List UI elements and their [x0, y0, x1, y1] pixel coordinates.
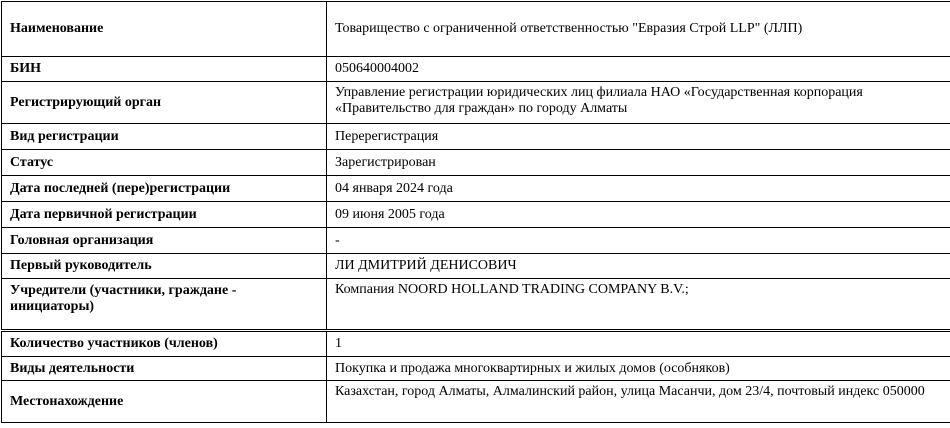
- row-label-first-head: Первый руководитель: [2, 254, 327, 279]
- registration-info-table: [1, 1, 950, 423]
- row-label-member-count: Количество участников (членов): [2, 331, 327, 357]
- row-label-last-registration-date: Дата последней (пере)регистрации: [2, 176, 327, 202]
- row-value-registering-body: Управление регистрации юридических лиц филиала НАО «Государственная корпорация «Правительство для граждан» по городу Алматы: [327, 82, 950, 124]
- table-row: [2, 176, 950, 202]
- table-row: [2, 357, 950, 381]
- table-row: [2, 124, 950, 150]
- table-row: [2, 381, 950, 423]
- row-value-first-registration-date: 09 июня 2005 года: [327, 202, 950, 228]
- table-row: [2, 279, 950, 331]
- row-label-founders: Учредители (участники, граждане - инициаторы): [2, 279, 327, 331]
- row-value-name: Товарищество с ограниченной ответственностью "Евразия Строй LLP" (ЛЛП): [327, 2, 950, 57]
- row-value-member-count: 1: [327, 331, 950, 357]
- row-label-registering-body: Регистрирующий орган: [2, 82, 327, 124]
- row-value-status: Зарегистрирован: [327, 150, 950, 176]
- row-value-founders: Компания NOORD HOLLAND TRADING COMPANY B.V.;: [327, 279, 950, 331]
- row-label-registration-type: Вид регистрации: [2, 124, 327, 150]
- row-value-first-head: ЛИ ДМИТРИЙ ДЕНИСОВИЧ: [327, 254, 950, 279]
- table-row: [2, 202, 950, 228]
- row-value-head-organization: -: [327, 228, 950, 254]
- row-label-location: Местонахождение: [2, 381, 327, 423]
- row-value-bin: 050640004002: [327, 57, 950, 82]
- table-row: [2, 228, 950, 254]
- table-row: [2, 331, 950, 357]
- row-value-location: Казахстан, город Алматы, Алмалинский район, улица Масанчи, дом 23/4, почтовый индекс 050000: [327, 381, 950, 423]
- table-row: [2, 254, 950, 279]
- row-value-last-registration-date: 04 января 2024 года: [327, 176, 950, 202]
- row-label-bin: БИН: [2, 57, 327, 82]
- row-label-first-registration-date: Дата первичной регистрации: [2, 202, 327, 228]
- row-label-activity-types: Виды деятельности: [2, 357, 327, 381]
- table-row: [2, 57, 950, 82]
- table-row: [2, 82, 950, 124]
- row-label-name: Наименование: [2, 2, 327, 57]
- row-value-registration-type: Перерегистрация: [327, 124, 950, 150]
- table-row: [2, 2, 950, 57]
- row-label-status: Статус: [2, 150, 327, 176]
- row-label-head-organization: Головная организация: [2, 228, 327, 254]
- row-value-activity-types: Покупка и продажа многоквартирных и жилых домов (особняков): [327, 357, 950, 381]
- table-row: [2, 150, 950, 176]
